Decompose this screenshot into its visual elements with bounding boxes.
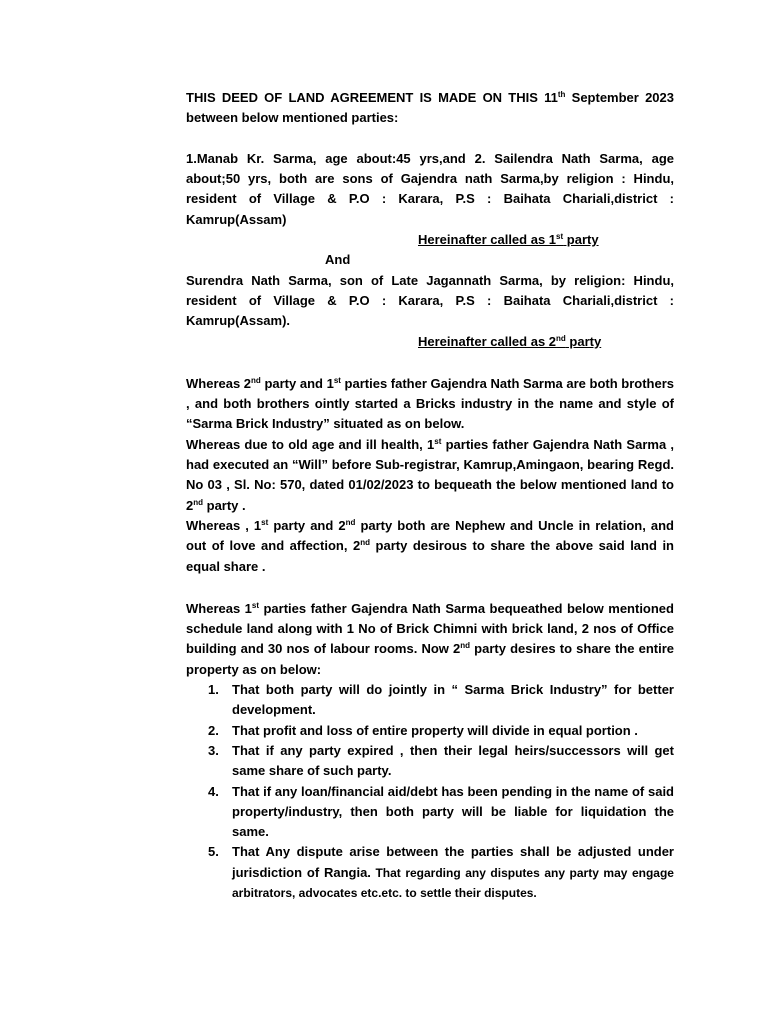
whereas-clause-4: Whereas 1st parties father Gajendra Nath Sarma bequeathed below mentioned schedule land along with 1 No of Brick Chimni with brick land, 2 nos of Office building and 30 nos of labour rooms. Now 2nd party desires to share the entire property as on below: — [186, 600, 674, 677]
whereas-clause-3: Whereas , 1st party and 2nd party both are Nephew and Uncle in relation, and out of love and affection, 2nd party desirous to share the above said land in equal share . — [186, 517, 674, 574]
list-item: 3. That if any party expired , then their legal heirs/successors will get same share of such party. — [208, 742, 674, 779]
first-party-label: Hereinafter called as 1st party — [418, 232, 599, 248]
whereas-clause-1: Whereas 2nd party and 1st parties father Gajendra Nath Sarma are both brothers , and both brothers ointly started a Bricks industry in the name and style of “Sarma Brick Industry” situated as on below. — [186, 375, 674, 432]
list-item: 4. That if any loan/financial aid/debt has been pending in the name of said property/industry, then both party will be liable for liquidation the same. — [208, 783, 674, 840]
and-separator: And — [325, 252, 351, 268]
deed-title: THIS DEED OF LAND AGREEMENT IS MADE ON THIS 11th September 2023 between below mentioned parties: — [186, 90, 674, 126]
deed-body — [186, 88, 674, 903]
first-party-description: 1.Manab Kr. Sarma, age about:45 yrs,and 2. Sailendra Nath Sarma, age about;50 yrs, both are sons of Gajendra nath Sarma,by religion : Hindu, resident of Village & P.O : Karara, P.S : Baihata Chariali,district : Kamrup(Assam) — [186, 150, 674, 227]
list-item: 1. That both party will do jointly in “ Sarma Brick Industry” for better development. — [208, 682, 674, 718]
terms-list — [186, 680, 674, 903]
second-party-label: Hereinafter called as 2nd party — [418, 333, 602, 349]
list-item: 2. That profit and loss of entire property will divide in equal portion . — [208, 722, 638, 738]
second-party-description: Surendra Nath Sarma, son of Late Jagannath Sarma, by religion: Hindu, resident of Village & P.O : Karara, P.S : Baihata Chariali,district : Kamrup(Assam). — [186, 272, 674, 329]
list-item: 5. That Any dispute arise between the parties shall be adjusted under jurisdiction of Rangia. That regarding any disputes any party may engage arbitrators, advocates etc.etc. to settle their disputes. — [208, 844, 674, 900]
whereas-clause-2: Whereas due to old age and ill health, 1st parties father Gajendra Nath Sarma , had executed an “Will” before Sub-registrar, Kamrup,Amingaon, bearing Regd. No 03 , Sl. No: 570, dated 01/02/2023 to bequeath the below mentioned land to 2nd party . — [186, 436, 675, 513]
